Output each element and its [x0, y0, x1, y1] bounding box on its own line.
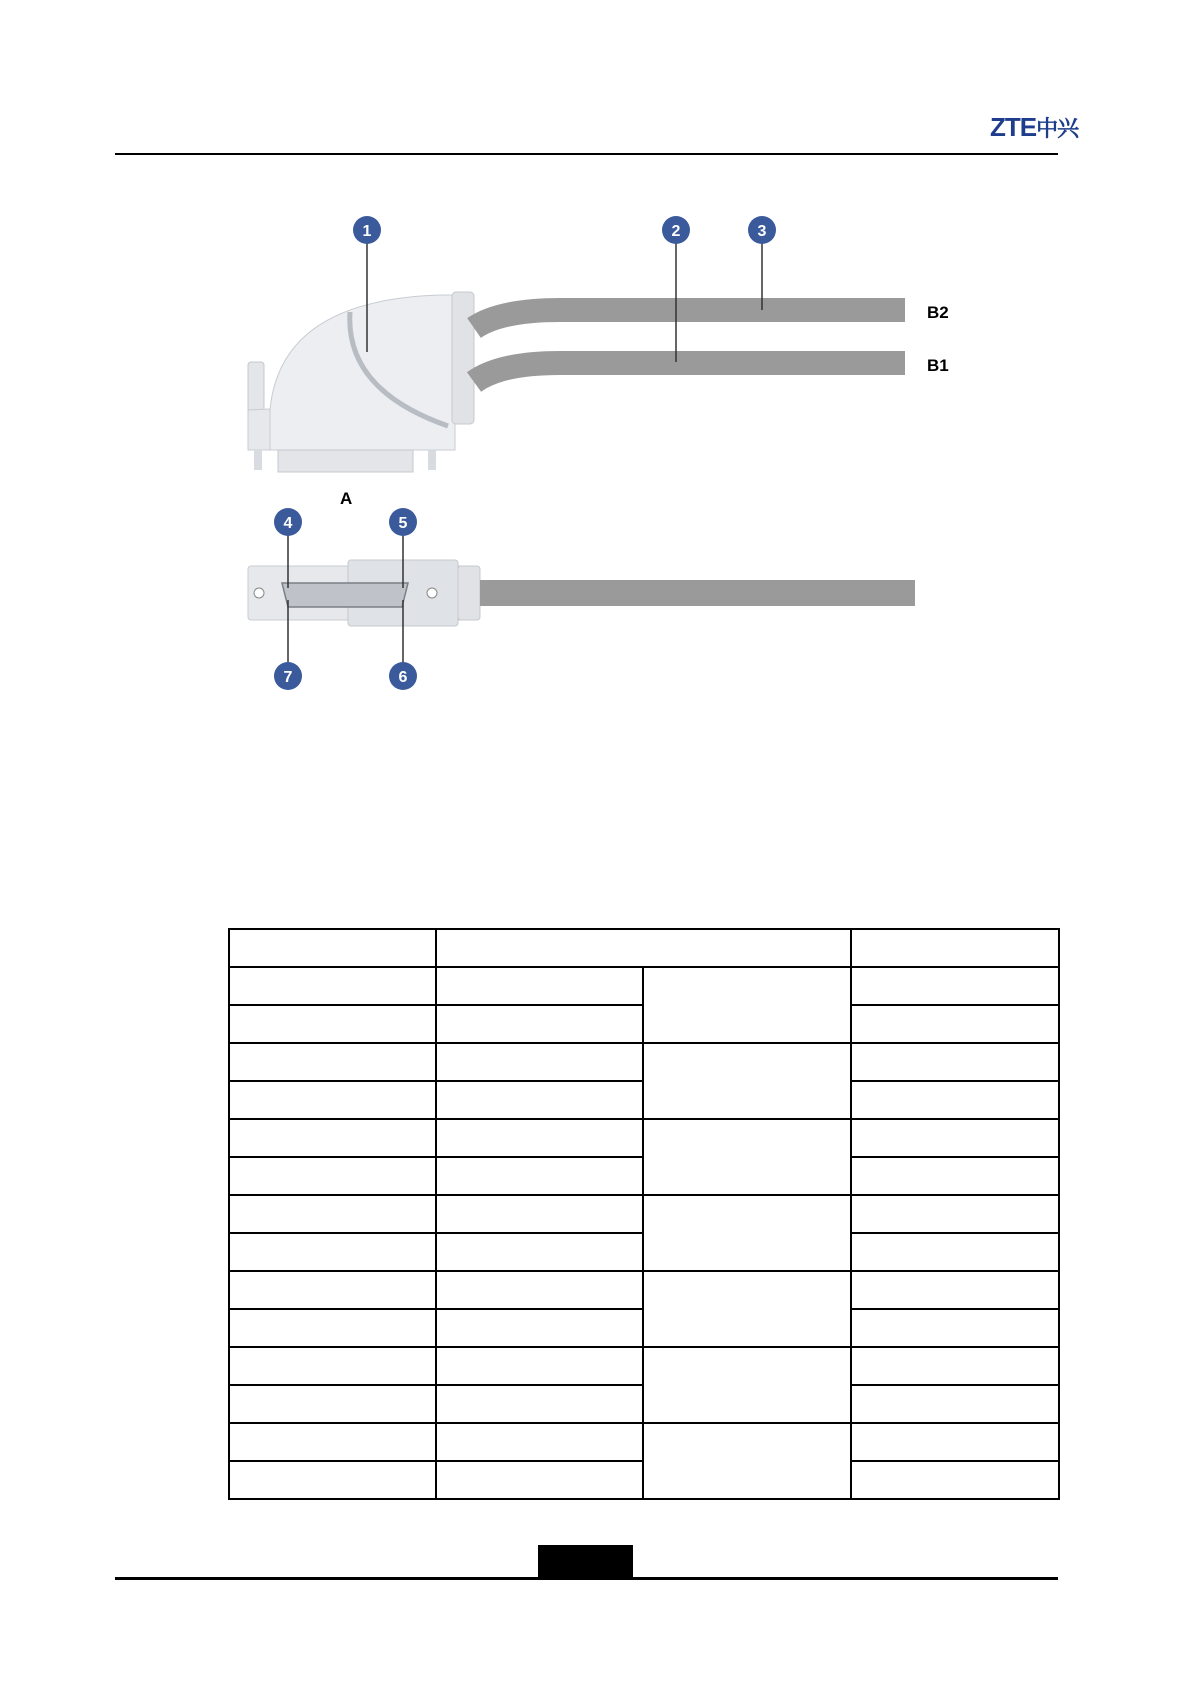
- table-cell: [643, 1043, 851, 1119]
- table-cell: [229, 1385, 436, 1423]
- footer-rule: [115, 1577, 1058, 1580]
- table-cell: [851, 1423, 1059, 1461]
- table-cell: [229, 1347, 436, 1385]
- svg-text:1: 1: [362, 223, 372, 240]
- table-cell: [436, 1119, 643, 1157]
- pin-table-container: [228, 928, 1060, 1500]
- callout-1: [353, 216, 381, 244]
- table-cell: [436, 1385, 643, 1423]
- table-cell: [436, 1005, 643, 1043]
- table-cell: [436, 1461, 643, 1499]
- table-cell: [229, 967, 436, 1005]
- label-a: A: [340, 489, 353, 508]
- page-number-box: [538, 1545, 633, 1577]
- callout-2: [662, 216, 690, 244]
- callout-3: [748, 216, 776, 244]
- table-cell: [436, 1347, 643, 1385]
- table-cell: [643, 967, 851, 1043]
- table-row: [229, 1119, 1059, 1157]
- table-cell: [643, 1271, 851, 1347]
- cable-b1: [474, 363, 905, 382]
- table-cell: [851, 1005, 1059, 1043]
- table-cell: [851, 1119, 1059, 1157]
- table-cell: [851, 1385, 1059, 1423]
- table-cell: [229, 1271, 436, 1309]
- table-cell: [851, 1157, 1059, 1195]
- table-cell: [643, 1119, 851, 1195]
- svg-text:3: 3: [757, 223, 767, 240]
- table-cell: [436, 1423, 643, 1461]
- table-row: [229, 1423, 1059, 1461]
- table-cell: [436, 1195, 643, 1233]
- logo-chinese: 中兴: [1036, 116, 1079, 141]
- table-cell: [643, 1423, 851, 1499]
- table-cell: [229, 1309, 436, 1347]
- table-header-row: [229, 929, 1059, 967]
- table-cell: [851, 1081, 1059, 1119]
- table-row: [229, 967, 1059, 1005]
- table-cell: [851, 1347, 1059, 1385]
- callout-6: [389, 662, 417, 690]
- table-row: [229, 1347, 1059, 1385]
- label-b2: B2: [927, 303, 949, 322]
- table-cell: [436, 1233, 643, 1271]
- table-row: [229, 1043, 1059, 1081]
- table-cell: [229, 1423, 436, 1461]
- right-angle-connector: [248, 292, 474, 472]
- table-cell: [851, 967, 1059, 1005]
- logo-latin: ZTE: [990, 112, 1037, 142]
- table-row: [229, 1195, 1059, 1233]
- table-cell: [436, 929, 851, 967]
- table-cell: [851, 1309, 1059, 1347]
- table-cell: [851, 1195, 1059, 1233]
- d-sub-connector-front: [248, 560, 480, 626]
- table-cell: [436, 1309, 643, 1347]
- table-cell: [229, 1233, 436, 1271]
- table-cell: [436, 1157, 643, 1195]
- callout-5: [389, 508, 417, 536]
- cable-figure: [0, 0, 1191, 720]
- table-cell: [851, 1233, 1059, 1271]
- table-cell: [436, 1081, 643, 1119]
- table-cell: [229, 1119, 436, 1157]
- table-cell: [229, 1461, 436, 1499]
- svg-text:4: 4: [283, 515, 293, 532]
- table-cell: [643, 1347, 851, 1423]
- svg-text:6: 6: [398, 669, 408, 686]
- table-cell: [436, 1271, 643, 1309]
- callout-7: [274, 662, 302, 690]
- cable-b2: [474, 310, 905, 328]
- svg-text:7: 7: [283, 669, 293, 686]
- svg-text:2: 2: [671, 223, 681, 240]
- table-cell: [229, 929, 436, 967]
- table-cell: [229, 1195, 436, 1233]
- table-cell: [436, 967, 643, 1005]
- table-cell: [229, 1005, 436, 1043]
- table-cell: [851, 1461, 1059, 1499]
- table-row: [229, 1271, 1059, 1309]
- table-cell: [229, 1157, 436, 1195]
- pin-table: [228, 928, 1060, 1500]
- cable-lower: [480, 580, 915, 606]
- table-cell: [229, 1043, 436, 1081]
- svg-text:5: 5: [398, 515, 408, 532]
- table-cell: [229, 1081, 436, 1119]
- table-cell: [436, 1043, 643, 1081]
- callout-4: [274, 508, 302, 536]
- table-cell: [851, 1271, 1059, 1309]
- table-cell: [851, 929, 1059, 967]
- label-b1: B1: [927, 356, 949, 375]
- table-cell: [643, 1195, 851, 1271]
- table-cell: [851, 1043, 1059, 1081]
